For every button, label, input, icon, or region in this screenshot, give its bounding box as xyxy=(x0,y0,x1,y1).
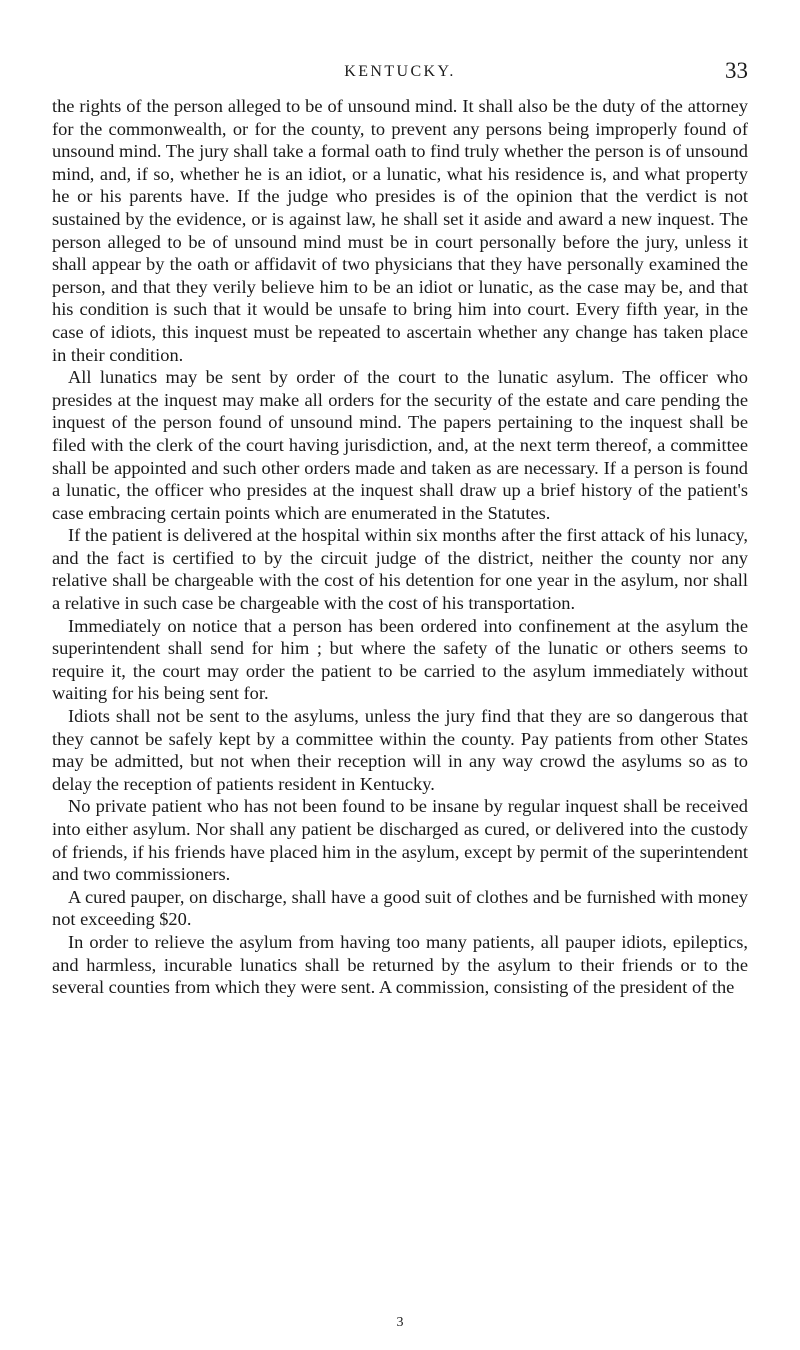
paragraph: A cured pauper, on discharge, shall have a good suit of clothes and be furnished with money not exceeding $20. xyxy=(52,886,748,930)
paragraph: No private patient who has not been found to be insane by regular inquest shall be received into either asylum. Nor shall any patient be discharged as cured, or delivered into the custody of friends, if his friends have placed him in the asylum, except by permit of the superintendent and two commissioners. xyxy=(52,796,748,885)
running-head: KENTUCKY. xyxy=(344,63,456,80)
paragraph: the rights of the person alleged to be of unsound mind. It shall also be the duty of the attorney for the commonwealth, or for the county, to prevent any persons being improperly found of unsound mind. The jury shall take a formal oath to find truly whether the person is of unsound mind, and, if so, whether he is an idiot, or a lunatic, what his residence is, and what property he or his parents have. If the judge who presides is of the opinion that the verdict is not sustained by the evidence, or is against law, he shall set it aside and award a new inquest. The person alleged to be of unsound mind must be in court personally before the jury, unless it shall appear by the oath or affidavit of two physicians that they have personally examined the person, and that they verily believe him to be an idiot or lunatic, as the case may be, and that his condition is such that it would be unsafe to bring him into court. Every fifth year, in the case of idiots, this inquest must be repeated to ascertain whether any change has taken place in their condition. xyxy=(52,96,748,365)
signature-mark: 3 xyxy=(396,1315,404,1330)
paragraph: Idiots shall not be sent to the asylums, unless the jury find that they are so dangerous that they cannot be safely kept by a committee within the county. Pay patients from other States may be admitted, but not when their reception will in any way crowd the asylums so as to delay the reception of patients resident in Kentucky. xyxy=(52,706,748,794)
page-number: 33 xyxy=(725,58,748,83)
paragraph: In order to relieve the asylum from having too many patients, all pauper idiots, epileptics, and harmless, incurable lunatics shall be returned by the asylum to their friends or to the several counties from which they were sent. A commission, consisting of the president of the xyxy=(52,931,748,998)
paragraph: Immediately on notice that a person has been ordered into confinement at the asylum the superintendent shall send for him ; but where the safety of the lunatic or others seems to require it, the court may order the patient to be carried to the asylum immediately without waiting for his being sent for. xyxy=(52,615,748,704)
paragraph: If the patient is delivered at the hospital within six months after the first attack of his lunacy, and the fact is certified to by the circuit judge of the district, neither the county nor any relative shall be chargeable with the cost of his detention for one year in the asylum, nor shall a relative in such case be chargeable with the cost of his transportation. xyxy=(52,525,748,614)
page-header xyxy=(52,58,748,85)
paragraph: All lunatics may be sent by order of the court to the lunatic asylum. The officer who presides at the inquest may make all orders for the security of the estate and care pending the inquest of the person found of unsound mind. The papers pertaining to the inquest shall be filed with the clerk of the court having jurisdiction, and, at the next term thereof, a committee shall be appointed and such other orders made and taken as are necessary. If a person is found a lunatic, the officer who presides at the inquest shall draw up a brief history of the patient's case embracing certain points which are enumerated in the Statutes. xyxy=(52,367,748,523)
body-text xyxy=(52,95,748,999)
